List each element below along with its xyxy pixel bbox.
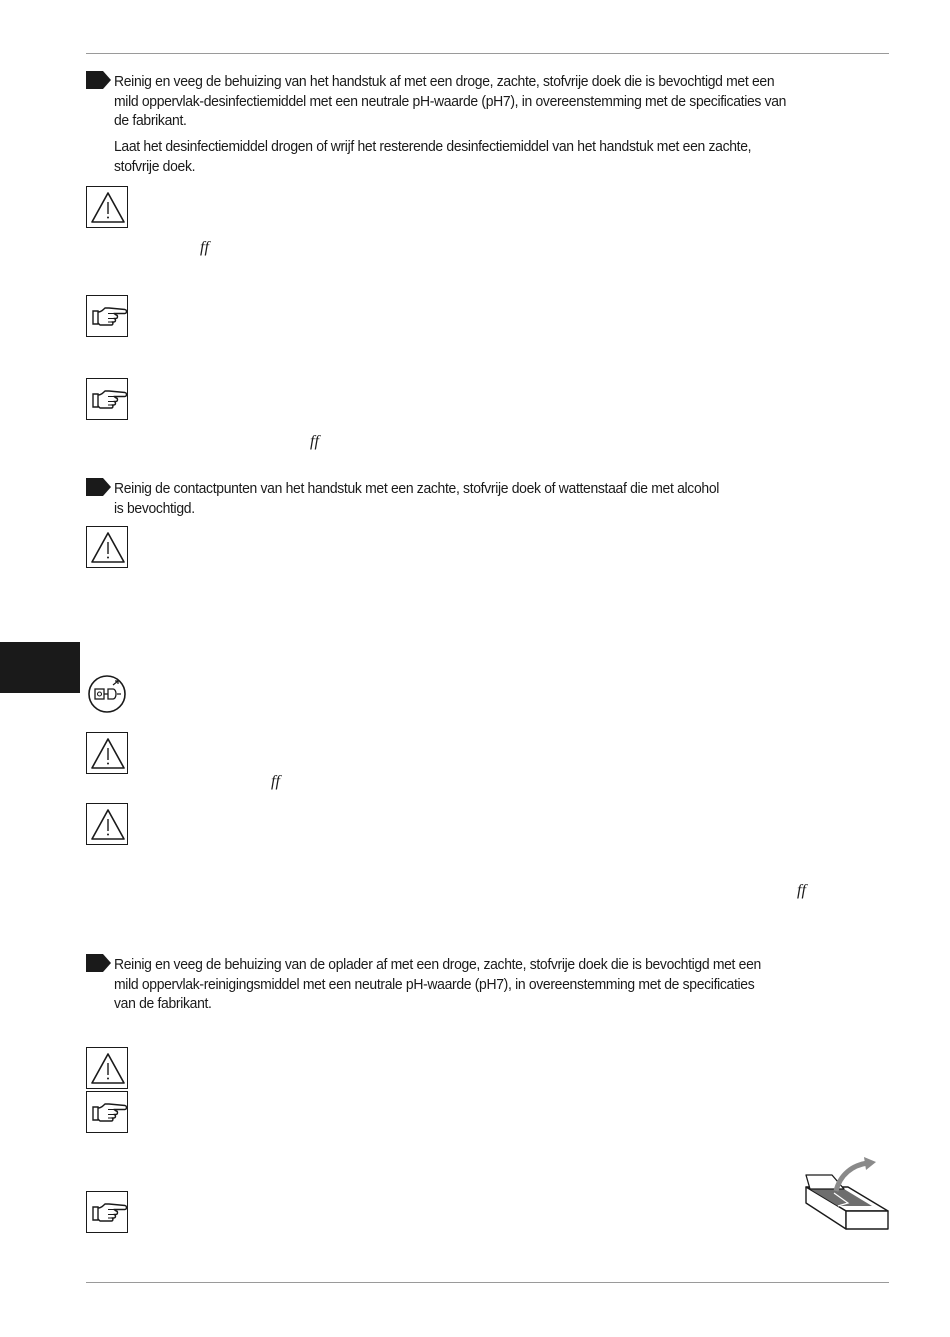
ligature-ff: ff: [797, 882, 806, 899]
text-line: is bevochtigd.: [114, 499, 195, 517]
warning-icon: [86, 732, 128, 774]
top-rule: [86, 53, 889, 54]
text-line: de fabrikant.: [114, 112, 187, 129]
bullet-marker: [86, 71, 111, 89]
warning-icon: [86, 803, 128, 845]
text-line: mild oppervlak-desinfectiemiddel met een neutrale pH-waarde (pH7), in overeenstemming met de specificaties van: [114, 92, 787, 110]
warning-icon: [86, 526, 128, 568]
warning-icon: [86, 1047, 128, 1089]
section-tab: [0, 642, 80, 693]
paragraph-dry-disinfectant: [114, 137, 891, 176]
paragraph-clean-contacts: [114, 479, 891, 518]
unplug-icon: [86, 673, 128, 715]
bullet-marker: [86, 478, 111, 496]
ligature-ff: ff: [271, 773, 280, 790]
text-line: Reinig en veeg de behuizing van het handstuk af met een droge, zachte, stofvrije doek die is bevochtigd met een: [114, 73, 775, 90]
pointing-hand-icon: [86, 378, 128, 420]
text-line: mild oppervlak-reinigingsmiddel met een neutrale pH-waarde (pH7), in overeenstemming met de specificaties: [114, 975, 755, 993]
bottom-rule: [86, 1282, 889, 1283]
text-line: Laat het desinfectiemiddel drogen of wrijf het resterende desinfectiemiddel van het handstuk met een zachte,: [114, 138, 752, 155]
pointing-hand-icon: [86, 1091, 128, 1133]
text-line: van de fabrikant.: [114, 995, 212, 1012]
text-line: Reinig en veeg de behuizing van de oplader af met een droge, zachte, stofvrije doek die is bevochtigd met een: [114, 956, 761, 973]
pointing-hand-icon: [86, 1191, 128, 1233]
pointing-hand-icon: [86, 295, 128, 337]
warning-icon: [86, 186, 128, 228]
open-lid-box-icon: [802, 1157, 892, 1233]
text-line: Reinig de contactpunten van het handstuk met een zachte, stofvrije doek of wattenstaaf die met alcohol: [114, 480, 720, 497]
bullet-marker: [86, 954, 111, 972]
ligature-ff: ff: [310, 433, 319, 450]
paragraph-clean-handpiece: [114, 72, 891, 131]
ligature-ff: ff: [200, 239, 209, 256]
paragraph-clean-charger: [114, 955, 891, 1014]
text-line: stofvrije doek.: [114, 157, 196, 175]
